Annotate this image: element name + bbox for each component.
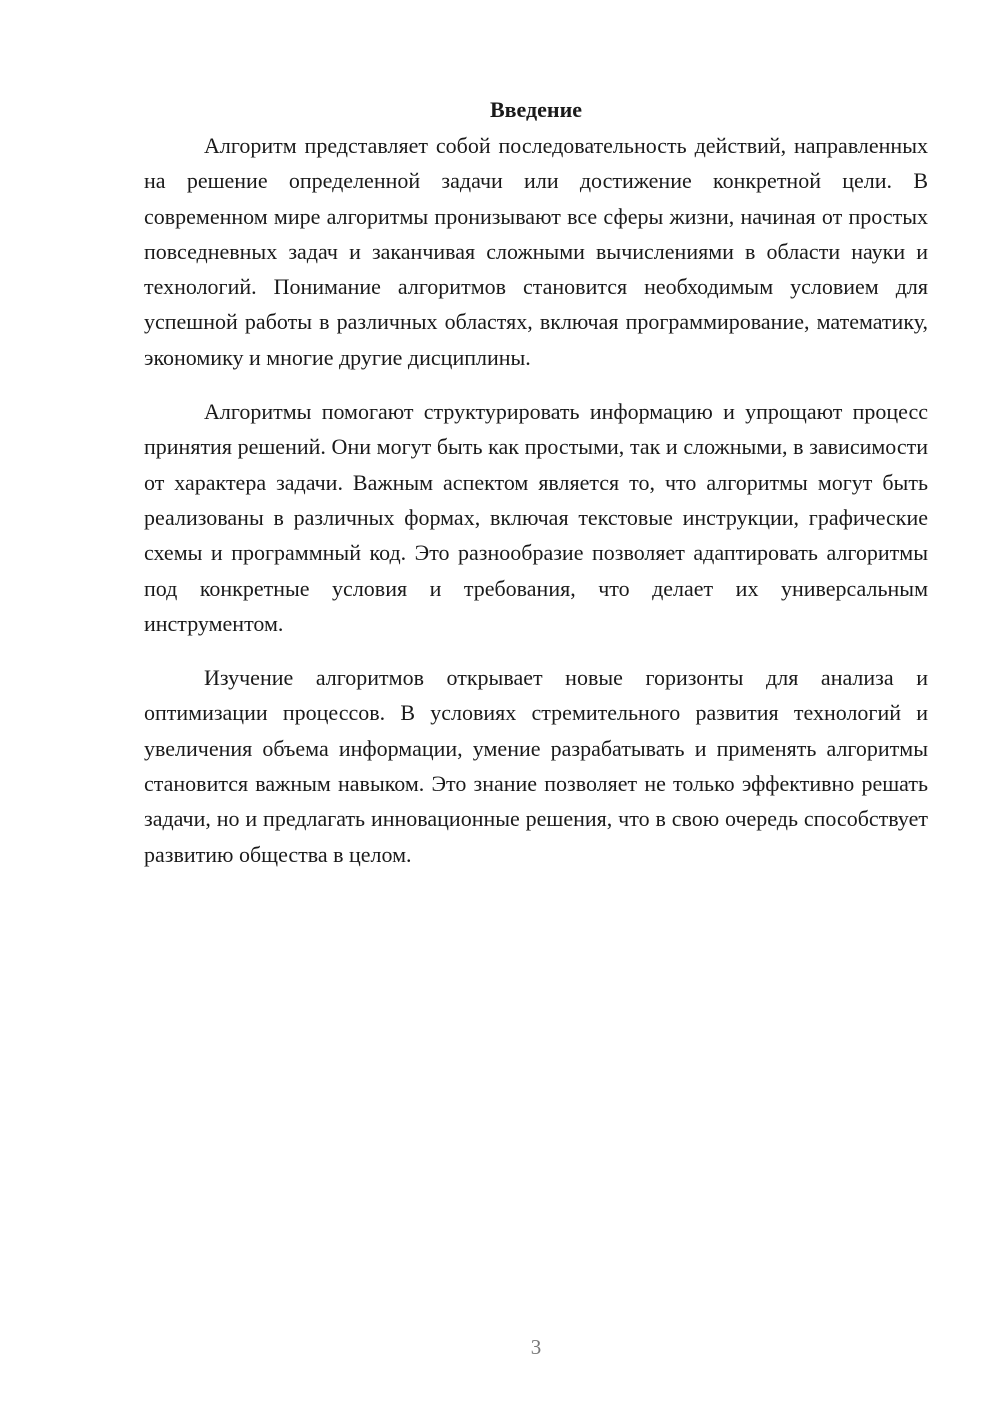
page-content (144, 92, 928, 891)
paragraph-1: Алгоритм представляет собой последовательность действий, направленных на решение определенной задачи или достижение конкретной цели. В современном мире алгоритмы пронизывают все сферы жизни, начиная от простых повседневных задач и заканчивая сложными вычислениями в области науки и технологий. Понимание алгоритмов становится необходимым условием для успешной работы в различных областях, включая программирование, математику, экономику и многие другие дисциплины. (144, 133, 928, 370)
page-number: 3 (530, 1335, 542, 1359)
paragraph-3: Изучение алгоритмов открывает новые горизонты для анализа и оптимизации процессов. В условиях стремительного развития технологий и увеличения объема информации, умение разрабатывать и применять алгоритмы становится важным навыком. Это знание позволяет не только эффективно решать задачи, но и предлагать инновационные решения, что в свою очередь способствует развитию общества в целом. (144, 665, 928, 867)
paragraph-2: Алгоритмы помогают структурировать информацию и упрощают процесс принятия решений. Они могут быть как простыми, так и сложными, в зависимости от характера задачи. Важным аспектом является то, что алгоритмы могут быть реализованы в различных формах, включая текстовые инструкции, графические схемы и программный код. Это разнообразие позволяет адаптировать алгоритмы под конкретные условия и требования, что делает их универсальным инструментом. (144, 399, 928, 636)
section-title: Введение (489, 97, 583, 122)
